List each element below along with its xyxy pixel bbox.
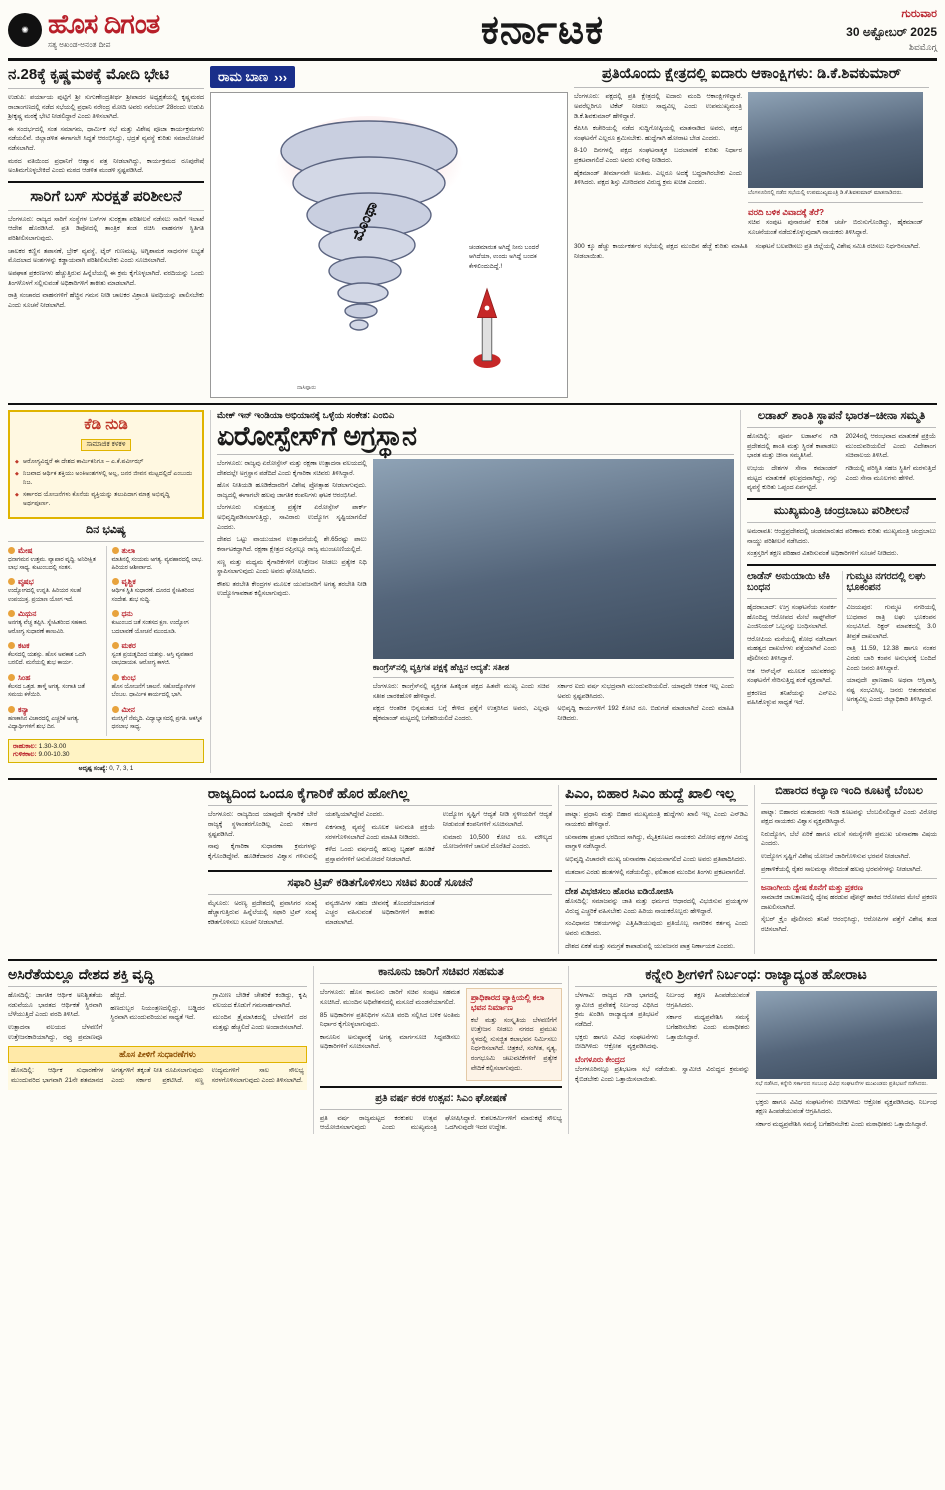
editorial-cartoon [210, 92, 568, 398]
horoscope-grid [8, 546, 204, 737]
article-body-reforms: ಹೊಸದಿಲ್ಲಿ: ಆರ್ಥಿಕ ಸುಧಾರಣೆಗಳ ಮುಂದುವರಿದ ಭಾಗವಾಗಿ 21ನೇ ಶತಮಾನದ ಅಗತ್ಯಗಳಿಗೆ ತಕ್ಕಂತೆ ನೀತಿ ರೂಪಿಸಲಾಗುವುದು ಎಂದು ಸರ್ಕಾರ ಪ್ರಕಟಿಸಿದೆ. ಸಣ್ಣ ಉದ್ಯಮಗಳಿಗೆ ಸಾಲ ಸೌಲಭ್ಯ ಸರಳಗೊಳಿಸಲಾಗುವುದು ಎಂದು ತಿಳಿಸಲಾಗಿದೆ. [8, 1063, 307, 1089]
lead-photo [373, 459, 734, 659]
zodiac-text: ಕೆಲಸದಲ್ಲಿ ಯಶಸ್ಸು. ಹೊಸ ಅವಕಾಶ ಒದಗಿ ಬರಲಿದೆ. ಮನೆಯಲ್ಲಿ ಶುಭ ಕಾರ್ಯ. [8, 652, 86, 667]
horoscope-item [112, 673, 205, 700]
horoscope-item [112, 641, 205, 668]
photo-caption-dks: ಬೆಂಗಳೂರಿನಲ್ಲಿ ನಡೆದ ಸಭೆಯಲ್ಲಿ ಉಪಮುಖ್ಯಮಂತ್ರಿ ಡಿ.ಕೆ.ಶಿವಕುಮಾರ್ ಮಾತನಾಡಿದರು. [748, 190, 903, 197]
kedi-item: ◆ ಸರ್ಕಾರದ ಯೋಜನೆಗಳು ಕೊನೆಯ ವ್ಯಕ್ತಿಯನ್ನು ತಲುಪಿದಾಗ ಮಾತ್ರ ಅಭಿವೃದ್ಧಿ ಅರ್ಥಪೂರ್ಣ. [15, 491, 197, 509]
horoscope-item [8, 577, 101, 604]
article-body-karaka: ಪ್ರತಿ ವರ್ಷ ರಾಜ್ಯಮಟ್ಟದ ಕರಕುಶಲ ಉತ್ಸವ ಆಯೋಜಿಸಲಾಗುವುದು ಎಂದು ಮುಖ್ಯಮಂತ್ರಿ ಘೋಷಿಸಿದ್ದಾರೆ. ಕುಶಲಕರ್ಮಿಗಳಿಗೆ ಮಾರುಕಟ್ಟೆ ಸೌಲಭ್ಯ ಒದಗಿಸುವುದೇ ಇದರ ಉದ್ದೇಶ. [319, 1114, 562, 1132]
article-body-dks: ಬೆಂಗಳೂರು: ಪಕ್ಷದಲ್ಲಿ ಪ್ರತಿ ಕ್ಷೇತ್ರದಲ್ಲಿ ಐದಾರು ಮಂದಿ ಆಕಾಂಕ್ಷಿಗಳಿದ್ದಾರೆ. ಅವರೆಲ್ಲರಿಗೂ ಟಿಕೆಟ್ ನೀಡಲು ಸಾಧ್ಯವಿಲ್ಲ ಎಂದು ಉಪಮುಖ್ಯಮಂತ್ರಿ ಡಿ.ಕೆ.ಶಿವಕುಮಾರ್ ಹೇಳಿದ್ದಾರೆ. ಕೆಪಿಸಿಸಿ ಕಚೇರಿಯಲ್ಲಿ ನಡೆದ ಸುದ್ದಿಗೋಷ್ಠಿಯಲ್ಲಿ ಮಾತನಾಡಿದ ಅವರು, ಪಕ್ಷದ ಸಂಘಟನೆಗೆ ಎಲ್ಲರೂ ಶ್ರಮಿಸಬೇಕು. ಹುದ್ದೆಗಾಗಿ ಹೋರಾಟ ಬೇಡ ಎಂದರು. 8-10 ದಿನಗಳಲ್ಲಿ ಪಕ್ಷದ ಸಂಘಟನಾತ್ಮಕ ಬದಲಾವಣೆ ಕುರಿತು ನಿರ್ಧಾರ ಪ್ರಕಟವಾಗಲಿದೆ ಎಂದು ಅವರು ಸುಳಿವು ನೀಡಿದರು. ಹೈಕಮಾಂಡ್ ತೀರ್ಮಾನವೇ ಅಂತಿಮ. ಎಲ್ಲರೂ ಅದಕ್ಕೆ ಬದ್ಧರಾಗಿರಬೇಕು ಎಂದು ತಿಳಿಸಿದರು. ಪಕ್ಷದ ಶಿಸ್ತು ಮೀರಿದವರ ವಿರುದ್ಧ ಕ್ರಮ ಖಚಿತ ಎಂದರು. [574, 93, 742, 187]
article-headline-laden[interactable]: ಲಾಡೆನ್ ಅನುಯಾಯಿ ಟೆಕಿ ಬಂಧನ [747, 570, 831, 594]
rahukala-label: ರಾಹುಕಾಲ: [13, 743, 37, 751]
top-zone [8, 66, 937, 398]
date: 30 ಅಕ್ಟೋಬರ್ 2025 [846, 24, 937, 39]
subhead-divide: ದೇಶ ವಿಭಜಿಸಲು ಹೊರಟ ಐಡಿಯೋಜಿಸಿ [565, 886, 674, 897]
lead-body-left: ಬೆಂಗಳೂರು: ರಾಜ್ಯವು ಏರೋಸ್ಪೇಸ್ ಮತ್ತು ರಕ್ಷಣಾ ಉತ್ಪಾದನಾ ವಲಯದಲ್ಲಿ ದೇಶದಲ್ಲೇ ಅಗ್ರಸ್ಥಾನ ಪಡೆದಿದೆ ಎಂದು ಕೈಗಾರಿಕಾ ಸಚಿವರು ತಿಳಿಸಿದ್ದಾರೆ. ಹೊಸ ನೀತಿಯಡಿ ಹೂಡಿಕೆದಾರರಿಗೆ ವಿಶೇಷ ಪ್ರೋತ್ಸಾಹ ನೀಡಲಾಗುವುದು. ರಾಜ್ಯದಲ್ಲಿ ಈಗಾಗಲೇ ಹಲವು ಜಾಗತಿಕ ಕಂಪನಿಗಳು ಘಟಕ ಆರಂಭಿಸಿವೆ. ಬೆಂಗಳೂರು ಸುತ್ತಮುತ್ತ ಪ್ರತ್ಯೇಕ ಏರೋಸ್ಪೇಸ್ ಪಾರ್ಕ್ ಅಭಿವೃದ್ಧಿಪಡಿಸಲಾಗುತ್ತಿದ್ದು, ಸಾವಿರಾರು ಉದ್ಯೋಗ ಸೃಷ್ಟಿಯಾಗಲಿದೆ ಎಂದರು. ದೇಶದ ಒಟ್ಟು ವಾಯುಯಾನ ಉತ್ಪಾದನೆಯಲ್ಲಿ ಶೇ.65ರಷ್ಟು ಪಾಲು ಕರ್ನಾಟಕದ್ದಾಗಿದೆ. ರಕ್ಷಣಾ ಕ್ಷೇತ್ರದ ರಫ್ತಿನಲ್ಲೂ ರಾಜ್ಯ ಮುಂಚೂಣಿಯಲ್ಲಿದೆ. ಸಣ್ಣ ಮತ್ತು ಮಧ್ಯಮ ಕೈಗಾರಿಕೆಗಳಿಗೆ ಉತ್ತೇಜನ ನೀಡಲು ಪ್ರತ್ಯೇಕ ನಿಧಿ ಸ್ಥಾಪಿಸಲಾಗುವುದು ಎಂದು ಅವರು ಘೋಷಿಸಿದರು. ಕೌಶಲ ತರಬೇತಿ ಕೇಂದ್ರಗಳ ಮೂಲಕ ಯುವಜನರಿಗೆ ಅಗತ್ಯ ತರಬೇತಿ ನೀಡಿ ಉದ್ಯೋಗಾವಕಾಶ ಕಲ್ಪಿಸಲಾಗುವುದು. [217, 460, 367, 598]
zodiac-text: ಉದ್ಯೋಗದಲ್ಲಿ ಉನ್ನತಿ. ಹಿರಿಯರ ಸಲಹೆ ಉಪಯುಕ್ತ. ಪ್ರಯಾಣ ಯೋಗ ಇದೆ. [8, 588, 82, 603]
article-body-bihar: ಪಾಟ್ನಾ: ಪ್ರಧಾನಿ ಮತ್ತು ಬಿಹಾರ ಮುಖ್ಯಮಂತ್ರಿ ಹುದ್ದೆಗಳು ಖಾಲಿ ಇಲ್ಲ ಎಂದು ಎನ್‌ಡಿಎ ನಾಯಕರು ಹೇಳಿದ್ದಾರೆ. ಚುನಾವಣಾ ಪ್ರಚಾರ ಭರದಿಂದ ಸಾಗಿದ್ದು, ಮೈತ್ರಿಕೂಟದ ನಾಯಕರು ವಿರೋಧ ಪಕ್ಷಗಳ ವಿರುದ್ಧ ವಾಗ್ದಾಳಿ ನಡೆಸಿದ್ದಾರೆ. ಅಭಿವೃದ್ಧಿ ವಿಚಾರವೇ ಮುಖ್ಯ ಚುನಾವಣಾ ವಿಷಯವಾಗಲಿದೆ ಎಂದು ಅವರು ಪ್ರತಿಪಾದಿಸಿದರು. ಮತದಾನ ಎರಡು ಹಂತಗಳಲ್ಲಿ ನಡೆಯಲಿದ್ದು, ಫಲಿತಾಂಶ ಮುಂದಿನ ತಿಂಗಳು ಪ್ರಕಟವಾಗಲಿದೆ. [565, 811, 749, 876]
kala-bhavana-box [466, 988, 562, 1081]
article-photo-dks [748, 92, 923, 188]
kedi-title: ಕೆಡಿ ನುಡಿ [84, 416, 128, 433]
chevron-right-icon: ››› [274, 69, 288, 85]
kedi-list [15, 458, 197, 509]
kedi-nudi-box [8, 410, 204, 519]
lucky-number-value: 0, 7, 3, 1 [109, 765, 134, 773]
article-body-indi: ಪಾಟ್ನಾ: ಬಿಹಾರದ ಮತದಾರರು ಇಂಡಿ ಕೂಟವನ್ನು ಬೆಂಬಲಿಸಲಿದ್ದಾರೆ ಎಂದು ವಿರೋಧ ಪಕ್ಷದ ನಾಯಕರು ವಿಶ್ವಾಸ ವ್ಯಕ್ತಪಡಿಸಿದ್ದಾರೆ. ನಿರುದ್ಯೋಗ, ಬೆಲೆ ಏರಿಕೆ ಹಾಗೂ ವಲಸೆ ಸಮಸ್ಯೆಗಳೇ ಪ್ರಮುಖ ಚುನಾವಣಾ ವಿಷಯ ಎಂದರು. ಉದ್ಯೋಗ ಸೃಷ್ಟಿಗೆ ವಿಶೇಷ ಯೋಜನೆ ಜಾರಿಗೊಳಿಸುವ ಭರವಸೆ ನೀಡಲಾಗಿದೆ. ಪ್ರಣಾಳಿಕೆಯಲ್ಲಿ ರೈತರ ಸಾಲಮನ್ನಾ ಸೇರಿದಂತೆ ಹಲವು ಭರವಸೆಗಳನ್ನು ನೀಡಲಾಗಿದೆ. [761, 808, 938, 873]
zodiac-name: ವೃಷಭ [8, 577, 101, 587]
cartoon-speech-text: ಚಂಡಮಾರುತ ಅಗಿದ್ದೆ ನೀನು ಬಂದರೆ ಆಗಿದೆಯಾ, ಉಂದು ಅಗಿದ್ದೆ ಬಂದಕ ಕೇಳಿಲಿಂದುದಿದ್ದೆ.! [469, 244, 540, 270]
kala-bhavana-body: ಕಲೆ ಮತ್ತು ಸಂಸ್ಕೃತಿಯ ಬೆಳವಣಿಗೆಗೆ ಉತ್ತೇಜನ ನೀಡಲು ನಗರದ ಪ್ರಮುಖ ಸ್ಥಳದಲ್ಲಿ ಸುಸಜ್ಜಿತ ಕಲಾಭವನ ನಿರ್ಮಿಸಲು ನಿರ್ಧರಿಸಲಾಗಿದೆ. ಚಿತ್ರಕಲೆ, ಸಂಗೀತ, ನೃತ್ಯ, ರಂಗಭೂಮಿ ಚಟುವಟಿಕೆಗಳಿಗೆ ಪ್ರತ್ಯೇಕ ವೇದಿಕೆ ಕಲ್ಪಿಸಲಾಗುವುದು. [470, 1016, 557, 1072]
zodiac-text: ಸ್ವಂತ ಪ್ರಯತ್ನದಿಂದ ಯಶಸ್ಸು. ಆಸ್ತಿ ವ್ಯವಹಾರ ಲಾಭದಾಯಕ. ಆರೋಗ್ಯ ಕಾಳಜಿ. [111, 652, 194, 667]
subhead-reforms: ಹೊಸ ಪೀಳಿಗೆ ಸುಧಾರಣೆಗಳು [8, 1046, 307, 1063]
subhead-bengaluru: ಬೆಂಗಳೂರು ಕೇಂದ್ರದ [575, 1054, 625, 1064]
article-body-bus: ಬೆಂಗಳೂರು: ರಾಜ್ಯದ ಸಾರಿಗೆ ಸಂಸ್ಥೆಗಳ ಬಸ್‌ಗಳ ಸುರಕ್ಷತಾ ಪರಿಶೀಲನೆ ನಡೆಸಲು ಸಾರಿಗೆ ಇಲಾಖೆ ಆದೇಶ ಹೊರಡಿಸಿದೆ. ಪ್ರತಿ ಡಿಪೋದಲ್ಲಿ ತಾಂತ್ರಿಕ ತಂಡ ರಚಿಸಿ ವಾಹನಗಳ ಸ್ಥಿತಿಗತಿ ಪರಿಶೀಲಿಸಲಾಗುವುದು. ಚಾಲಕರ ಕಣ್ಣಿನ ತಪಾಸಣೆ, ಬ್ರೇಕ್ ವ್ಯವಸ್ಥೆ, ಟೈರ್ ಗುಣಮಟ್ಟ, ಅಗ್ನಿಶಾಮಕ ಸಾಧನಗಳ ಲಭ್ಯತೆ ಮೊದಲಾದ ಅಂಶಗಳನ್ನು ಕಡ್ಡಾಯವಾಗಿ ಪರಿಶೀಲಿಸಬೇಕು ಎಂದು ಸೂಚಿಸಲಾಗಿದೆ. ಅಪಘಾತ ಪ್ರಕರಣಗಳು ಹೆಚ್ಚುತ್ತಿರುವ ಹಿನ್ನೆಲೆಯಲ್ಲಿ ಈ ಕ್ರಮ ಕೈಗೊಳ್ಳಲಾಗಿದೆ. ವರದಿಯನ್ನು ಒಂದು ತಿಂಗಳೊಳಗೆ ಸಲ್ಲಿಸುವಂತೆ ಅಧಿಕಾರಿಗಳಿಗೆ ತಾಕೀತು ಮಾಡಲಾಗಿದೆ. ರಾತ್ರಿ ಸಂಚಾರದ ವಾಹನಗಳಿಗೆ ಹೆಚ್ಚಿನ ಗಮನ ನೀಡಿ ಚಾಲಕರ ವಿಶ್ರಾಂತಿ ಅವಧಿಯನ್ನು ಪಾಲಿಸಬೇಕು ಎಂದು ಸೂಚನೆ ನೀಡಲಾಗಿದೆ. [8, 215, 204, 309]
publication-name: ಹೊಸ ದಿಗಂತ [48, 8, 160, 39]
article-body-ladakh: ಹೊಸದಿಲ್ಲಿ: ಪೂರ್ವ ಲಡಾಖ್‌ನ ಗಡಿ ಪ್ರದೇಶದಲ್ಲಿ ಶಾಂತಿ ಮತ್ತು ಸ್ಥಿರತೆ ಕಾಪಾಡಲು ಭಾರತ ಮತ್ತು ಚೀನಾ ಸಮ್ಮತಿಸಿವೆ. ಉಭಯ ದೇಶಗಳ ಸೇನಾ ಕಮಾಂಡರ್ ಮಟ್ಟದ ಮಾತುಕತೆ ಫಲಪ್ರದವಾಗಿದ್ದು, ಗಸ್ತು ವ್ಯವಸ್ಥೆ ಕುರಿತು ಒಪ್ಪಂದ ಏರ್ಪಟ್ಟಿದೆ. 2024ರಲ್ಲಿ ಆರಂಭವಾದ ಮಾತುಕತೆ ಪ್ರಕ್ರಿಯೆ ಮುಂದುವರಿಯಲಿದೆ ಎಂದು ವಿದೇಶಾಂಗ ಸಚಿವಾಲಯ ತಿಳಿಸಿದೆ. ಗಡಿಯಲ್ಲಿ ಪರಿಸ್ಥಿತಿ ಸಹಜ ಸ್ಥಿತಿಗೆ ಮರಳುತ್ತಿದೆ ಎಂದು ಸೇನಾ ಮೂಲಗಳು ಹೇಳಿವೆ. [747, 433, 936, 492]
lead-deck: ಮೇಕ್ ಇನ್ ಇಂಡಿಯಾ ಅಭಿಯಾನಕ್ಕೆ ಒಳ್ಳೆಯ ಸಂಕೇತ: ಎಂಬಿಎ [217, 410, 395, 420]
publication-tagline: ಸತ್ಯ ಅಖಂಡ-ಅನಂತ ದೀಪ [48, 39, 111, 49]
zodiac-text: ಹಣಕಾಸಿನ ವಿಚಾರದಲ್ಲಿ ಎಚ್ಚರಿಕೆ ಅಗತ್ಯ. ವಿದ್ಯಾರ್ಥಿಗಳಿಗೆ ಶುಭ ದಿನ. [8, 715, 80, 730]
zodiac-text: ಆರ್ಥಿಕ ಸ್ಥಿತಿ ಸುಧಾರಣೆ. ದೂರದ ಸ್ನೇಹಿತರಿಂದ ಸಂದೇಶ. ಶುಭ ಸುದ್ದಿ. [111, 588, 194, 603]
article-photo-kanneri [756, 991, 937, 1079]
lower-middle-zone [8, 785, 937, 954]
horoscope-item [8, 641, 101, 668]
article-headline-quake[interactable]: ಗುಮ್ಮಟ ನಗರದಲ್ಲಿ ಲಘು ಭೂಕಂಪನ [846, 570, 926, 594]
article-headline-indi[interactable]: ಬಿಹಾರದ ಕಲ್ಯಾಣ ಇಂದಿ ಕೂಟಕ್ಕೆ ಬೆಂಬಲ [775, 785, 923, 798]
masthead [8, 6, 937, 61]
edition-title: ಕರ್ನಾಟಕ [480, 7, 605, 52]
arrow-character-icon [463, 277, 511, 387]
photo-caption-kanneri: ಸಭೆ ನಡೆಸಿದ, ಕನ್ನೇರಿ ಸರ್ಕಾರದ ಸಂಬಂಧ ವಿವಿಧ ಸಂಘಟನೆಗಳ ಮುಖಂಡರು ಪ್ರತಿಭಟನೆ ನಡೆಸಿದರು. [755, 1081, 928, 1088]
zodiac-name: ಮಕರ [112, 641, 205, 651]
article-body-report-cont: 300 ಕ್ಕೂ ಹೆಚ್ಚು ಕಾರ್ಯಕರ್ತರ ಸಭೆಯಲ್ಲಿ ಪಕ್ಷದ ಮುಂದಿನ ಹೆಜ್ಜೆ ಕುರಿತು ಮಾಹಿತಿ ನೀಡಲಾಯಿತು. ಸಂಘಟನೆ ಬಲಪಡಿಸಲು ಪ್ರತಿ ಜಿಲ್ಲೆಯಲ್ಲಿ ವಿಶೇಷ ಸಮಿತಿ ರಚಿಸಲು ನಿರ್ಧರಿಸಲಾಗಿದೆ. [574, 243, 920, 260]
middle-zone [8, 410, 937, 773]
article-body-bengaluru: ಬೆಂಗಳೂರಿನಲ್ಲೂ ಪ್ರತಿಭಟನಾ ಸಭೆ ನಡೆಯಿತು. ಸ್ವಾಮೀಜಿ ವಿರುದ್ಧದ ಕ್ರಮವನ್ನು ಕೈಬಿಡಬೇಕು ಎಂದು ಒತ್ತಾಯಿಸಲಾಯಿತು. [575, 1065, 750, 1083]
article-body-report: ಸಚಿವ ಸಂಪುಟ ಪುನಾರಚನೆ ಕುರಿತ ಚರ್ಚೆ ಬಿರುಸುಗೊಂಡಿದ್ದು, ಹೈಕಮಾಂಡ್ ಸೂಚನೆಯಂತೆ ನಡೆದುಕೊಳ್ಳುವುದಾಗಿ ನಾಯಕರು ತಿಳಿಸಿದ್ದಾರೆ. [748, 218, 923, 236]
article-body-industry: ಬೆಂಗಳೂರು: ರಾಜ್ಯದಿಂದ ಯಾವುದೇ ಕೈಗಾರಿಕೆ ಬೇರೆ ರಾಜ್ಯಕ್ಕೆ ಸ್ಥಳಾಂತರಗೊಂಡಿಲ್ಲ ಎಂದು ಸರ್ಕಾರ ಸ್ಪಷ್ಟಪಡಿಸಿದೆ. ನಾವು ಕೈಗಾರಿಕಾ ಸುಧಾರಣಾ ಕ್ರಮಗಳನ್ನು ಕೈಗೊಂಡಿದ್ದೇವೆ. ಹೂಡಿಕೆದಾರರ ವಿಶ್ವಾಸ ಗಳಿಸುವಲ್ಲಿ ಯಶಸ್ವಿಯಾಗಿದ್ದೇವೆ ಎಂದರು. ಏಕಗವಾಕ್ಷಿ ವ್ಯವಸ್ಥೆ ಮೂಲಕ ಅನುಮತಿ ಪ್ರಕ್ರಿಯೆ ಸರಳಗೊಳಿಸಲಾಗಿದೆ ಎಂದು ಮಾಹಿತಿ ನೀಡಿದರು. ಕಳೆದ ಒಂದು ವರ್ಷದಲ್ಲಿ ಹಲವು ಬೃಹತ್ ಹೂಡಿಕೆ ಪ್ರಸ್ತಾವನೆಗಳಿಗೆ ಅನುಮೋದನೆ ನೀಡಲಾಗಿದೆ. ಉದ್ಯೋಗ ಸೃಷ್ಟಿಗೆ ಆದ್ಯತೆ ನೀಡಿ ಸ್ಥಳೀಯರಿಗೆ ಆದ್ಯತೆ ನೀಡುವಂತೆ ಕಂಪನಿಗಳಿಗೆ ಸೂಚಿಸಲಾಗಿದೆ. ಸುಮಾರು 10,500 ಕೋಟಿ ರೂ. ಮೌಲ್ಯದ ಯೋಜನೆಗಳಿಗೆ ಚಾಲನೆ ದೊರೆತಿದೆ ಎಂದರು. [207, 811, 553, 863]
article-headline-dks[interactable]: ಪ್ರತಿಯೊಂದು ಕ್ಷೇತ್ರದಲ್ಲಿ ಐದಾರು ಆಕಾಂಕ್ಷಿಗಳು: ಡಿ.ಕೆ.ಶಿವಕುಮಾರ್ [601, 66, 902, 82]
lead-headline[interactable]: ಏರೋಸ್ಪೇಸ್‌ಗೆ ಅಗ್ರಸ್ಥಾನ [217, 420, 417, 451]
date-block [787, 6, 937, 54]
zodiac-text: ಮನಸ್ಸಿಗೆ ನೆಮ್ಮದಿ. ವಿದ್ಯಾಭ್ಯಾಸದಲ್ಲಿ ಪ್ರಗತಿ. ಆಕಸ್ಮಿಕ ಧನಲಾಭ ಸಾಧ್ಯ. [111, 715, 202, 730]
article-body-kanneri-extra: ಭಕ್ತರು ಹಾಗೂ ವಿವಿಧ ಸಂಘಟನೆಗಳು ಬೀದಿಗಿಳಿದು ಆಕ್ರೋಶ ವ್ಯಕ್ತಪಡಿಸಿದವು. ನಿರ್ಬಂಧ ತಕ್ಷಣ ಹಿಂಪಡೆಯುವಂತೆ ಆಗ್ರಹಿಸಿದರು. ಸರ್ಕಾರ ಮಧ್ಯಪ್ರವೇಶಿಸಿ ಸಮಸ್ಯೆ ಬಗೆಹರಿಸಬೇಕು ಎಂದು ಮಠಾಧೀಶರು ಒತ್ತಾಯಿಸಿದ್ದಾರೆ. [755, 1098, 937, 1129]
horoscope-item [112, 546, 205, 573]
zodiac-name: ಕನ್ಯಾ [8, 705, 101, 715]
gulikakala-value: 9.00-10.30 [38, 751, 70, 759]
article-headline-safari[interactable]: ಸಫಾರಿ ಟ್ರಿಪ್ ಕಡಿತಗೊಳಿಸಲು ಸಚಿವ ಖಂಡೆ ಸೂಚನೆ [287, 876, 473, 889]
zodiac-name: ವೃಶ್ಚಿಕ [112, 577, 205, 587]
article-body-naidu: ಅಮರಾವತಿ: ಆಂಧ್ರಪ್ರದೇಶದಲ್ಲಿ ಚಂಡಮಾರುತದ ಪರಿಣಾಮ ಕುರಿತು ಮುಖ್ಯಮಂತ್ರಿ ಚಂದ್ರಬಾಬು ನಾಯ್ಡು ಪರಿಶೀಲನೆ ನಡೆಸಿದರು. ಸಂತ್ರಸ್ತರಿಗೆ ತಕ್ಷಣ ಪರಿಹಾರ ವಿತರಿಸುವಂತೆ ಅಧಿಕಾರಿಗಳಿಗೆ ಸೂಚನೆ ನೀಡಿದರು. [747, 528, 936, 558]
article-headline-naidu[interactable]: ಮುಖ್ಯಮಂತ್ರಿ ಚಂದ್ರಬಾಬು ಪರಿಶೀಲನೆ [773, 504, 910, 517]
article-body-safari: ಮೈಸೂರು: ಅರಣ್ಯ ಪ್ರದೇಶದಲ್ಲಿ ಪ್ರವಾಸಿಗರ ಸಂಖ್ಯೆ ಹೆಚ್ಚಾಗುತ್ತಿರುವ ಹಿನ್ನೆಲೆಯಲ್ಲಿ ಸಫಾರಿ ಟ್ರಿಪ್ ಸಂಖ್ಯೆ ಕಡಿತಗೊಳಿಸಲು ಸೂಚನೆ ನೀಡಲಾಗಿದೆ. ವನ್ಯಜೀವಿಗಳ ಸಹಜ ಜೀವನಕ್ಕೆ ತೊಂದರೆಯಾಗದಂತೆ ಎಚ್ಚರ ವಹಿಸುವಂತೆ ಅಧಿಕಾರಿಗಳಿಗೆ ತಾಕೀತು ಮಾಡಲಾಗಿದೆ. [207, 899, 435, 926]
cartoonist-signature: ದಾಸಿಪ್ಪಾರು [297, 385, 316, 391]
article-headline-karaka[interactable]: ಪ್ರತಿ ವರ್ಷ ಕರಕ ಉತ್ಸವ: ಸಿಎಂ ಘೋಷಣೆ [375, 1093, 507, 1105]
kala-bhavana-head: ಪ್ರಾಧಿಕಾರದ ವ್ಯಾಕ್ತಿಯಲ್ಲಿ ಕಲಾ ಭವನ ನಿರ್ಮಾಣ [470, 993, 545, 1012]
publication-logo [8, 8, 298, 50]
article-headline-industry[interactable]: ರಾಜ್ಯದಿಂದ ಒಂದೂ ಕೈಗಾರಿಕೆ ಹೊರ ಹೋಗಿಲ್ಲ [207, 785, 410, 802]
horoscope-column-left [8, 546, 101, 737]
zodiac-name: ಕುಂಭ [112, 673, 205, 683]
zodiac-name: ಮೇಷ [8, 546, 101, 556]
horoscope-item [8, 546, 101, 573]
article-headline-bihar[interactable]: ಪಿಎಂ, ಬಿಹಾರ ಸಿಎಂ ಹುದ್ದೆ ಖಾಲಿ ಇಲ್ಲ [565, 785, 736, 802]
bottom-zone [8, 966, 937, 1134]
zodiac-name: ತುಲಾ [112, 546, 205, 556]
top-right-column [574, 66, 929, 398]
edition-place: ಶಿವಮೊಗ್ಗ [909, 41, 937, 52]
cartoon-label-text: ರಾಮ ಬಾಣ [218, 69, 269, 84]
horoscope-item [112, 577, 205, 604]
svg-text:ಮೊಂಥಾ: ಮೊಂಥಾ [348, 198, 382, 244]
logo-emblem-icon: ✺ [8, 13, 42, 47]
article-body-quake: ವಿಜಯಪುರ: ಗುಮ್ಮಟ ನಗರಿಯಲ್ಲಿ ಬುಧವಾರ ರಾತ್ರಿ ಲಘು ಭೂಕಂಪನ ಸಂಭವಿಸಿದೆ. ರಿಕ್ಟರ್ ಮಾಪಕದಲ್ಲಿ 3.0 ತೀವ್ರತೆ ದಾಖಲಾಗಿದೆ. ರಾತ್ರಿ 11.59, 12.38 ಹಾಗೂ ನಂತರ ಎರಡು ಬಾರಿ ಕಂಪನ ಅನುಭವಕ್ಕೆ ಬಂದಿದೆ ಎಂದು ಜನರು ತಿಳಿಸಿದ್ದಾರೆ. ಯಾವುದೇ ಪ್ರಾಣಹಾನಿ ಅಥವಾ ಆಸ್ತಿಪಾಸ್ತಿ ನಷ್ಟ ಸಂಭವಿಸಿಲ್ಲ. ಜನರು ಆತಂಕಪಡುವ ಅಗತ್ಯವಿಲ್ಲ ಎಂದು ಜಿಲ್ಲಾಧಿಕಾರಿ ತಿಳಿಸಿದ್ದಾರೆ. [846, 603, 936, 704]
article-headline-kanneri[interactable]: ಕನ್ನೇರಿ ಶ್ರೀಗಳಿಗೆ ನಿರ್ಬಂಧ: ರಾಜ್ಯಾದ್ಯಂತ ಹೋರಾಟ [645, 966, 867, 983]
article-headline-bus[interactable]: ಸಾರಿಗೆ ಬಸ್ ಸುರಕ್ಷತೆ ಪರಿಶೀಲನೆ [30, 187, 182, 205]
cartoon-label [210, 66, 295, 88]
horoscope-item [112, 705, 205, 732]
weekday: ಗುರುವಾರ [901, 8, 937, 20]
zodiac-name: ಮಿಥುನ [8, 609, 101, 619]
article-body-modi: ಉಡುಪಿ: ಪರ್ಯಾಯ ಪುಟ್ಟಿಗೆ ಶ್ರೀ ಸುಗುಣೇಂದ್ರತೀರ್ಥ ಶ್ರೀಪಾದರ ಅಧ್ಯಕ್ಷತೆಯಲ್ಲಿ ಕೃಷ್ಣಮಠದ ರಾಜಾಂಗಣದಲ್ಲಿ ನಡೆದ ಸಭೆಯಲ್ಲಿ ಪ್ರಧಾನಿ ನರೇಂದ್ರ ಮೋದಿ ಅವರು ನವೆಂಬರ್ 28ರಂದು ಉಡುಪಿ ಶ್ರೀಕೃಷ್ಣ ಮಠಕ್ಕೆ ಭೇಟಿ ನೀಡಲಿದ್ದಾರೆ ಎಂದು ತಿಳಿಸಲಾಗಿದೆ. ಈ ಸಂದರ್ಭದಲ್ಲಿ ಸಂತ ಸಮಾಗಮ, ಧಾರ್ಮಿಕ ಸಭೆ ಮತ್ತು ವಿಶೇಷ ಪೂಜಾ ಕಾರ್ಯಕ್ರಮಗಳು ನಡೆಯಲಿವೆ. ಜಿಲ್ಲಾಡಳಿತ ಈಗಾಗಲೇ ಸಿದ್ಧತೆ ಆರಂಭಿಸಿದ್ದು, ಭದ್ರತೆ ವ್ಯವಸ್ಥೆ ಕುರಿತು ಸಮಾಲೋಚನೆ ನಡೆಸಲಾಗಿದೆ. ಮಠದ ವತಿಯಿಂದ ಪ್ರಧಾನಿಗೆ ಆಹ್ವಾನ ಪತ್ರ ನೀಡಲಾಗಿದ್ದು, ಕಾರ್ಯಕ್ರಮದ ರೂಪುರೇಷೆ ಅಂತಿಮಗೊಳ್ಳಬೇಕಿದೆ ಎಂದು ಮಠದ ಆಡಳಿತ ಮಂಡಳಿ ಸ್ಪಷ್ಟಪಡಿಸಿದೆ. [8, 94, 204, 175]
kedi-item: ◆ ಆರೋಗ್ಯವಿದ್ದರೆ ಈ ದೇಶದ ಕಾರ್ಮಿಕನಿಗೂ – ಎ.ಕೆ.ಪರ್ವೀಝ್ [15, 458, 197, 467]
zodiac-text: ಕುಟುಂಬದ ಜತೆ ಸಂತಸದ ಕ್ಷಣ. ಉದ್ಯೋಗ ಬದಲಾವಣೆ ಯೋಚನೆ ಮುಂದೂಡಿ. [111, 620, 189, 635]
article-headline-ladakh[interactable]: ಲಡಾಖ್ ಶಾಂತಿ ಸ್ಥಾಪನೆ ಭಾರತ–ಚೀನಾ ಸಮ್ಮತಿ [757, 410, 926, 422]
horoscope-item [112, 609, 205, 636]
rahukala-box [8, 739, 204, 763]
zodiac-text: ಮಾತಿನಲ್ಲಿ ಸಂಯಮ ಅಗತ್ಯ. ವ್ಯವಹಾರದಲ್ಲಿ ಲಾಭ. ಹಿರಿಯರ ಆಶೀರ್ವಾದ. [111, 556, 203, 572]
article-body-economy: ಹೊಸದಿಲ್ಲಿ: ಜಾಗತಿಕ ಆರ್ಥಿಕ ಅನಿಶ್ಚಿತತೆಯ ನಡುವೆಯೂ ಭಾರತದ ಆರ್ಥಿಕತೆ ಸ್ಥಿರವಾಗಿ ಬೆಳೆಯುತ್ತಿದೆ ಎಂದು ವರದಿ ತಿಳಿಸಿದೆ. ಉತ್ಪಾದನಾ ವಲಯದ ಬೆಳವಣಿಗೆ ಉತ್ತೇಜನಕಾರಿಯಾಗಿದ್ದು, ರಫ್ತು ಪ್ರಮಾಣವೂ ಹೆಚ್ಚಿದೆ. ಹಣದುಬ್ಬರ ನಿಯಂತ್ರಣದಲ್ಲಿದ್ದು, ಬಡ್ಡಿದರ ಸ್ಥಿರವಾಗಿ ಮುಂದುವರಿಯುವ ಸಾಧ್ಯತೆ ಇದೆ. ಗ್ರಾಮೀಣ ಬೇಡಿಕೆ ಚೇತರಿಕೆ ಕಂಡಿದ್ದು, ಕೃಷಿ ವಲಯದ ಕೊಡುಗೆ ಗಮನಾರ್ಹವಾಗಿದೆ. ಮುಂದಿನ ತ್ರೈಮಾಸಿಕದಲ್ಲಿ ಬೆಳವಣಿಗೆ ದರ ಮತ್ತಷ್ಟು ಹೆಚ್ಚಲಿದೆ ಎಂದು ಅಂದಾಜಿಸಲಾಗಿದೆ. [8, 992, 307, 1041]
gulikakala-label: ಗುಳಿಕಕಾಲ: [13, 751, 37, 759]
zodiac-text: ಹೊಸ ಯೋಜನೆಗೆ ಚಾಲನೆ. ಸಹೋದ್ಯೋಗಿಗಳ ಬೆಂಬಲ. ಧಾರ್ಮಿಕ ಕಾರ್ಯದಲ್ಲಿ ಭಾಗಿ. [111, 683, 196, 699]
zodiac-name: ಸಿಂಹ [8, 673, 101, 683]
article-body-hate: ಸಾಮಾಜಿಕ ಜಾಲತಾಣದಲ್ಲಿ ದ್ವೇಷ ಹರಡುವ ಪೋಸ್ಟ್ ಹಾಕಿದ ಆರೋಪದ ಮೇಲೆ ಪ್ರಕರಣ ದಾಖಲಿಸಲಾಗಿದೆ. ಸೈಬರ್ ಕ್ರೈಂ ಪೊಲೀಸರು ತನಿಖೆ ಆರಂಭಿಸಿದ್ದು, ಆರೋಪಿಗಳ ಪತ್ತೆಗೆ ವಿಶೇಷ ತಂಡ ರಚಿಸಲಾಗಿದೆ. [761, 894, 938, 934]
rahukala-value: 1.30-3.00 [38, 743, 67, 751]
zodiac-text: ಕೆಲಸದ ಒತ್ತಡ. ತಾಳ್ಮೆ ಅಗತ್ಯ. ಸಂಗಾತಿ ಜತೆ ಸಮಯ ಕಳೆಯಿರಿ. [8, 683, 85, 699]
kedi-item: ◆ ನಿಜವಾದ ಆರ್ಥಿಕ ಶಕ್ತಿಯು ಅಂಕಿಅಂಶಗಳಲ್ಲಿ ಅಲ್ಲ, ಜನರ ಜೀವನ ಮಟ್ಟದಲ್ಲಿದೆ ಎಂಬುದು ನಿಜ. [15, 470, 197, 488]
subhead-hate: ಜನಾಂಗೀಯ ದ್ವೇಷ ಕೊನೆಗೆ ಮತ್ತು ಪ್ರಕರಣ [761, 883, 864, 893]
mid-right-column [754, 785, 937, 954]
subhead-report: ವರದಿ ಬಳಿಕ ವಿವಾದಕ್ಕೆ ತೆರೆ? [748, 206, 825, 217]
article-body-laden: ಹೈದರಾಬಾದ್: ಉಗ್ರ ಸಂಘಟನೆಯ ಸಂಪರ್ಕ ಹೊಂದಿದ್ದ ಆರೋಪದ ಮೇಲೆ ಸಾಫ್ಟ್‌ವೇರ್ ಎಂಜಿನಿಯರ್ ಒಬ್ಬನನ್ನು ಬಂಧಿಸಲಾಗಿದೆ. ಆರೋಪಿಯ ಮನೆಯಲ್ಲಿ ಶೋಧ ನಡೆಸಿದಾಗ ಮಹತ್ವದ ದಾಖಲೆಗಳು ಪತ್ತೆಯಾಗಿವೆ ಎಂದು ಪೊಲೀಸರು ತಿಳಿಸಿದ್ದಾರೆ. ಆತ ಆನ್‌ಲೈನ್ ಮೂಲಕ ಯುವಕರನ್ನು ಸಂಘಟನೆಗೆ ಸೇರಿಸುತ್ತಿದ್ದ ಶಂಕೆ ವ್ಯಕ್ತವಾಗಿದೆ. ಪ್ರಕರಣದ ತನಿಖೆಯನ್ನು ಎನ್‌ಐಎ ವಹಿಸಿಕೊಳ್ಳುವ ಸಾಧ್ಯತೆ ಇದೆ. [747, 603, 837, 707]
lead-story-column [210, 410, 734, 773]
lucky-number-row [8, 765, 204, 773]
bottom-left-column [8, 966, 307, 1134]
article-headline-modi[interactable]: ನ.28ಕ್ಕೆ ಕೃಷ್ಣಮಠಕ್ಕೆ ಮೋದಿ ಭೇಟಿ [8, 66, 170, 83]
right-column [740, 410, 936, 773]
horoscope-item [8, 705, 101, 732]
zodiac-name: ಧನು [112, 609, 205, 619]
lead-sub-body: ಬೆಂಗಳೂರು: ಕಾಂಗ್ರೆಸ್‌ನಲ್ಲಿ ವ್ಯಕ್ತಿಗತ ಹಿತಕ್ಕಿಂತ ಪಕ್ಷದ ಹಿತವೇ ಮುಖ್ಯ ಎಂದು ಸಚಿವ ಸತೀಶ ಜಾರಕಿಹೊಳಿ ಹೇಳಿದ್ದಾರೆ. ಪಕ್ಷದ ಆಂತರಿಕ ಭಿನ್ನಮತದ ಬಗ್ಗೆ ಕೇಳಿದ ಪ್ರಶ್ನೆಗೆ ಉತ್ತರಿಸಿದ ಅವರು, ಎಲ್ಲವೂ ಹೈಕಮಾಂಡ್ ಮಟ್ಟದಲ್ಲಿ ಬಗೆಹರಿಯಲಿದೆ ಎಂದರು. ಸರ್ಕಾರ ಐದು ವರ್ಷ ಸುಭದ್ರವಾಗಿ ಮುಂದುವರಿಯಲಿದೆ. ಯಾವುದೇ ಆತಂಕ ಇಲ್ಲ ಎಂದು ಅವರು ಸ್ಪಷ್ಟಪಡಿಸಿದರು. ಅಭಿವೃದ್ಧಿ ಕಾರ್ಯಗಳಿಗೆ 192 ಕೋಟಿ ರೂ. ಬಿಡುಗಡೆ ಮಾಡಲಾಗಿದೆ ಎಂದು ಮಾಹಿತಿ ನೀಡಿದರು. [372, 683, 734, 722]
tornado-illustration [269, 111, 469, 361]
zodiac-text: ಅನಗತ್ಯ ವೆಚ್ಚ ತಪ್ಪಿಸಿ. ಸ್ನೇಹಿತರಿಂದ ಸಹಕಾರ. ಆರೋಗ್ಯ ಸುಧಾರಣೆ ಕಾಣುವಿರಿ. [8, 620, 88, 635]
top-left-column [8, 66, 204, 398]
article-body-law: ಬೆಂಗಳೂರು: ಹೊಸ ಕಾನೂನು ಜಾರಿಗೆ ಸಚಿವ ಸಂಪುಟ ಸಹಮತ ಸೂಚಿಸಿದೆ. ಮುಂದಿನ ಅಧಿವೇಶನದಲ್ಲಿ ಮಸೂದೆ ಮಂಡನೆಯಾಗಲಿದೆ. 85 ಅಧಿಕಾರಿಗಳ ಪ್ರತಿನಿಧಿಗಳ ಸಮಿತಿ ವರದಿ ಸಲ್ಲಿಸಿದ ಬಳಿಕ ಅಂತಿಮ ನಿರ್ಧಾರ ಕೈಗೊಳ್ಳಲಾಗುವುದು. ಕಾನೂನಿನ ಅನುಷ್ಠಾನಕ್ಕೆ ಅಗತ್ಯ ಮಾರ್ಗಸೂಚಿ ಸಿದ್ಧಪಡಿಸಲು ಅಧಿಕಾರಿಗಳಿಗೆ ಸೂಚಿಸಲಾಗಿದೆ. [319, 989, 460, 1051]
mid-left-column [208, 785, 552, 954]
article-headline-economy[interactable]: ಅಸಿರೆತೆಯಲ್ಲೂ ದೇಶದ ಶಕ್ತಿ ವೃದ್ಧಿ [8, 966, 154, 983]
article-body-kanneri: ಬೆಳಗಾವಿ: ರಾಜ್ಯದ ಗಡಿ ಭಾಗದಲ್ಲಿ ಸ್ವಾಮೀಜಿ ಪ್ರವೇಶಕ್ಕೆ ನಿರ್ಬಂಧ ವಿಧಿಸಿದ ಕ್ರಮ ಖಂಡಿಸಿ ರಾಜ್ಯಾದ್ಯಂತ ಪ್ರತಿಭಟನೆ ನಡೆದಿದೆ. ಭಕ್ತರು ಹಾಗೂ ವಿವಿಧ ಸಂಘಟನೆಗಳು ಬೀದಿಗಿಳಿದು ಆಕ್ರೋಶ ವ್ಯಕ್ತಪಡಿಸಿದವು. ನಿರ್ಬಂಧ ತಕ್ಷಣ ಹಿಂಪಡೆಯುವಂತೆ ಆಗ್ರಹಿಸಿದರು. ಸರ್ಕಾರ ಮಧ್ಯಪ್ರವೇಶಿಸಿ ಸಮಸ್ಯೆ ಬಗೆಹರಿಸಬೇಕು ಎಂದು ಮಠಾಧೀಶರು ಒತ್ತಾಯಿಸಿದ್ದಾರೆ. [575, 992, 750, 1051]
horoscope-column-right [106, 546, 205, 737]
article-headline-law[interactable]: ಕಾನೂನು ಜಾರಿಗೆ ಸಚಿವರ ಸಹಮತ [378, 966, 504, 979]
lucky-number-label: ಅದೃಷ್ಟ ಸಂಖ್ಯೆ: [78, 765, 108, 773]
zodiac-name: ಮೀನ [112, 705, 205, 715]
horoscope-item [8, 673, 101, 700]
kedi-subtitle: ಸಾಮಾಜಿಕ ಕಳಕಳಿ [81, 439, 130, 451]
bottom-center-column [313, 966, 562, 1134]
sidebar-column [8, 410, 204, 773]
horoscope-item [8, 609, 101, 636]
horoscope-title: ದಿನ ಭವಿಷ್ಯ [86, 523, 126, 536]
article-body-divide: ಹೊಸದಿಲ್ಲಿ: ಸಮಾಜವನ್ನು ಜಾತಿ ಮತ್ತು ಧರ್ಮದ ಆಧಾರದಲ್ಲಿ ವಿಭಜಿಸುವ ಪ್ರಯತ್ನಗಳ ವಿರುದ್ಧ ಎಚ್ಚರಿಕೆ ವಹಿಸಬೇಕು ಎಂದು ಹಿರಿಯ ನಾಯಕರೊಬ್ಬರು ಹೇಳಿದ್ದಾರೆ. ಸಂವಿಧಾನದ ಆಶಯಗಳನ್ನು ಎತ್ತಿಹಿಡಿಯುವುದು ಪ್ರತಿಯೊಬ್ಬ ನಾಗರಿಕನ ಕರ್ತವ್ಯ ಎಂದು ಅವರು ನುಡಿದರು. ದೇಶದ ಏಕತೆ ಮತ್ತು ಸಮಗ್ರತೆ ಕಾಪಾಡುವಲ್ಲಿ ಯುವಜನರ ಪಾತ್ರ ನಿರ್ಣಾಯಕ ಎಂದರು. [565, 898, 749, 950]
lead-photo-caption-head: ಕಾಂಗ್ರೆಸ್‌ನಲ್ಲಿ ವ್ಯಕ್ತಿಗತ ಪಕ್ಷಕ್ಕೆ ಹೆಚ್ಚಿನ ಆದ್ಯತೆ: ಸತೀಶ [372, 662, 510, 673]
mid-center-column [558, 785, 748, 954]
cartoon-column [210, 66, 568, 398]
zodiac-text: ಧನಾಗಮನ ಉತ್ತಮ. ವ್ಯಾಪಾರ ವೃದ್ಧಿ. ಅನಿರೀಕ್ಷಿತ ಲಾಭ ಸಾಧ್ಯ. ಕುಟುಂಬದಲ್ಲಿ ಸಂತಸ. [8, 556, 96, 572]
bottom-right-column [568, 966, 937, 1134]
zodiac-name: ಕಟಕ [8, 641, 101, 651]
